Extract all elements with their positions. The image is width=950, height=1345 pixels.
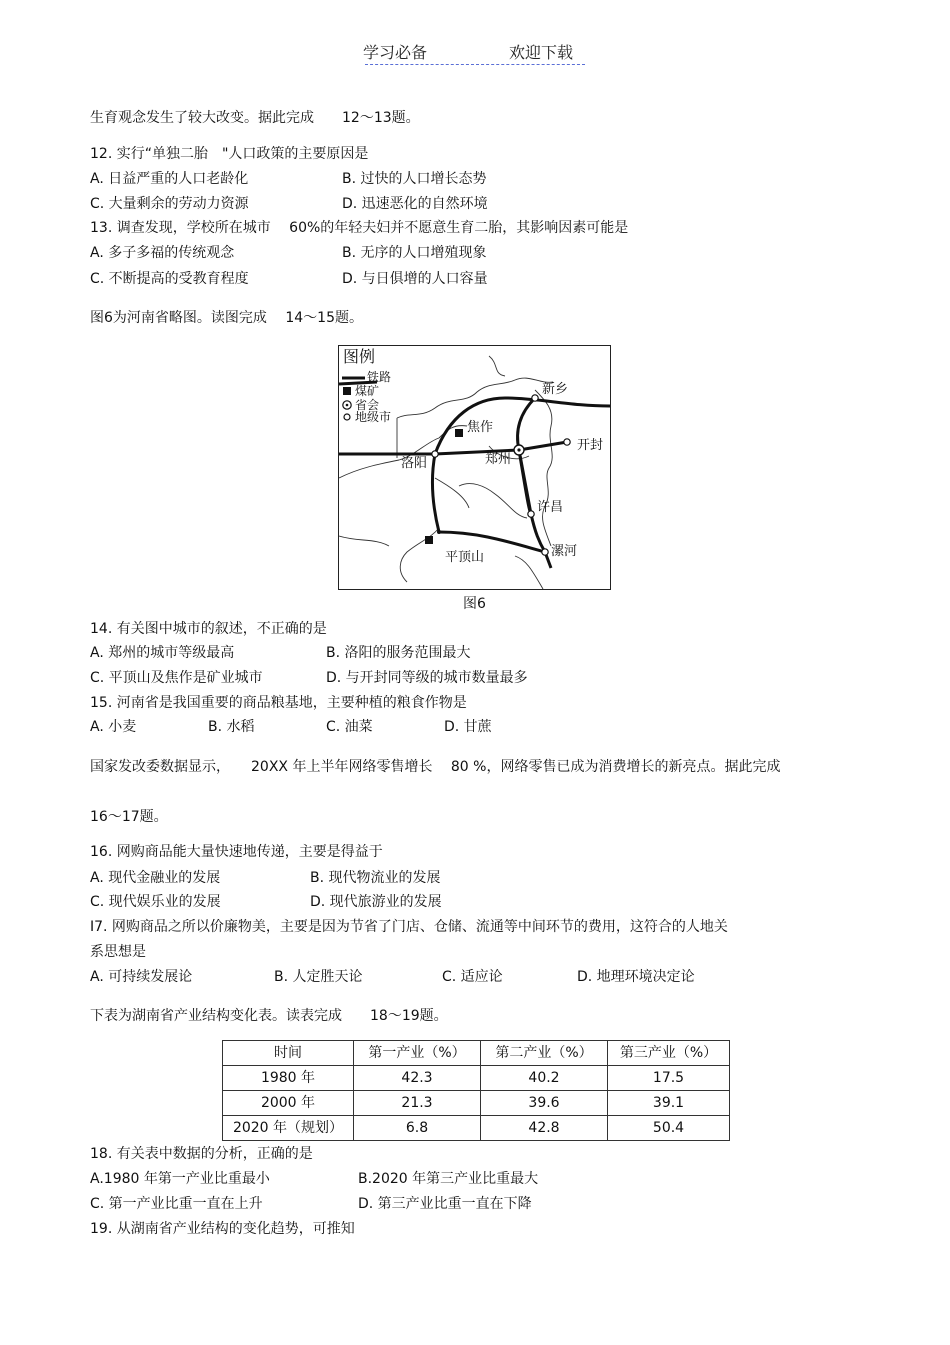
q13-option-c: C. 不断提高的受教育程度 [90, 271, 249, 287]
legend-city-symbol [344, 414, 350, 420]
q15-stem: 15. 河南省是我国重要的商品粮基地，主要种植的粮食作物是 [90, 695, 467, 711]
table-header-cell: 第三产业（%） [608, 1041, 730, 1066]
q18-option-c: C. 第一产业比重一直在上升 [90, 1196, 263, 1212]
q16-option-d: D. 现代旅游业的发展 [310, 894, 442, 910]
table-row [223, 1066, 730, 1091]
table-header-row [223, 1041, 730, 1066]
header-divider [365, 64, 585, 65]
q13-option-d: D. 与日俱增的人口容量 [342, 271, 488, 287]
q15-option-a: A. 小麦 [90, 719, 137, 735]
q12-option-b: B. 过快的人口增长态势 [342, 171, 487, 187]
pingdingshan-coal-symbol [425, 536, 433, 544]
q12-option-c: C. 大量剩余的劳动力资源 [90, 196, 249, 212]
label-pingdingshan: 平顶山 [445, 550, 485, 565]
kaifeng-marker [564, 439, 570, 445]
legend-railway: 铁路 [367, 370, 392, 384]
q18-option-a: A.1980 年第一产业比重最小 [90, 1171, 270, 1187]
table-cell: 6.8 [354, 1116, 481, 1141]
q19-stem: 19. 从湖南省产业结构的变化趋势，可推知 [90, 1221, 355, 1237]
q18-option-b: B.2020 年第三产业比重最大 [358, 1171, 539, 1187]
table-cell: 42.8 [481, 1116, 608, 1141]
q14-option-a: A. 郑州的城市等级最高 [90, 645, 235, 661]
xinxiang-marker [532, 395, 538, 401]
q14-option-c: C. 平顶山及焦作是矿业城市 [90, 670, 263, 686]
legend-coal: 煤矿 [355, 384, 380, 398]
q17-option-d: D. 地理环境决定论 [577, 969, 695, 985]
label-luohe: 漯河 [551, 544, 578, 559]
jiaozuo-coal-symbol [455, 429, 463, 437]
intro-16-17-line2: 16～17题。 [90, 809, 168, 825]
header-right: 欢迎下载 [509, 43, 574, 62]
intro-16-17-line1: 国家发改委数据显示， 20XX 年上半年网络零售增长 80 %，网络零售已成为消费增长的新亮点。据此完成 [90, 759, 781, 775]
label-xinxiang: 新乡 [542, 382, 569, 397]
label-jiaozuo: 焦作 [467, 420, 494, 435]
q12-option-d: D. 迅速恶化的自然环境 [342, 196, 488, 212]
luohe-marker [542, 549, 548, 555]
table-cell: 39.1 [608, 1091, 730, 1116]
q17-option-a: A. 可持续发展论 [90, 969, 193, 985]
xuchang-marker [528, 511, 534, 517]
q15-option-d: D. 甘蔗 [444, 719, 492, 735]
label-xuchang: 许昌 [537, 500, 564, 515]
q14-option-d: D. 与开封同等级的城市数量最多 [326, 670, 528, 686]
q13-option-b: B. 无序的人口增殖现象 [342, 245, 487, 261]
q12-stem: 12. 实行“单独二胎 "人口政策的主要原因是 [90, 146, 369, 162]
table-header-cell: 第一产业（%） [354, 1041, 481, 1066]
q17-stem-line1: I7. 网购商品之所以价廉物美，主要是因为节省了门店、仓储、流通等中间环节的费用，这符合的人地关 [90, 919, 728, 935]
table-header-cell: 第二产业（%） [481, 1041, 608, 1066]
label-zhengzhou: 郑州 [485, 452, 512, 467]
legend-coal-symbol [343, 387, 351, 395]
q12-option-a: A. 日益严重的人口老龄化 [90, 171, 249, 187]
table-cell: 50.4 [608, 1116, 730, 1141]
pingdingshan-junction [437, 530, 441, 534]
q17-option-c: C. 适应论 [442, 969, 503, 985]
industry-structure-table [222, 1040, 730, 1141]
q15-option-c: C. 油菜 [326, 719, 373, 735]
legend-title: 图例 [343, 347, 376, 366]
q16-option-a: A. 现代金融业的发展 [90, 870, 221, 886]
q18-option-d: D. 第三产业比重一直在下降 [358, 1196, 532, 1212]
table-row [223, 1116, 730, 1141]
q16-stem: 16. 网购商品能大量快速地传递，主要是得益于 [90, 844, 383, 860]
legend-capital: 省会 [355, 398, 380, 412]
table-cell: 39.6 [481, 1091, 608, 1116]
q16-option-b: B. 现代物流业的发展 [310, 870, 441, 886]
q18-stem: 18. 有关表中数据的分析，正确的是 [90, 1146, 313, 1162]
table-header-cell: 时间 [223, 1041, 354, 1066]
intro-14-15: 图6为河南省略图。读图完成 14～15题。 [90, 310, 363, 326]
intro-18-19: 下表为湖南省产业结构变化表。读表完成 18～19题。 [90, 1008, 448, 1024]
table-cell: 2000 年 [223, 1091, 354, 1116]
q17-option-b: B. 人定胜天论 [274, 969, 363, 985]
q14-stem: 14. 有关图中城市的叙述，不正确的是 [90, 621, 327, 637]
legend-city: 地级市 [355, 410, 392, 424]
henan-map [338, 345, 611, 590]
q15-option-b: B. 水稻 [208, 719, 255, 735]
table-cell: 42.3 [354, 1066, 481, 1091]
table-cell: 40.2 [481, 1066, 608, 1091]
label-kaifeng: 开封 [577, 438, 604, 453]
luoyang-marker [432, 451, 438, 457]
label-luoyang: 洛阳 [401, 456, 428, 471]
q17-stem-line2: 系思想是 [90, 944, 146, 960]
intro-12-13: 生育观念发生了较大改变。据此完成 12～13题。 [90, 110, 420, 126]
table-cell: 17.5 [608, 1066, 730, 1091]
q16-option-c: C. 现代娱乐业的发展 [90, 894, 221, 910]
table-cell: 2020 年（规划） [223, 1116, 354, 1141]
table-cell: 21.3 [354, 1091, 481, 1116]
map-caption: 图6 [463, 596, 486, 612]
header-left: 学习必备 [363, 43, 428, 62]
table-cell: 1980 年 [223, 1066, 354, 1091]
q13-option-a: A. 多子多福的传统观念 [90, 245, 235, 261]
q13-stem: 13. 调查发现，学校所在城市 60%的年轻夫妇并不愿意生育二胎，其影响因素可能是 [90, 220, 629, 236]
table-row [223, 1091, 730, 1116]
q14-option-b: B. 洛阳的服务范围最大 [326, 645, 471, 661]
